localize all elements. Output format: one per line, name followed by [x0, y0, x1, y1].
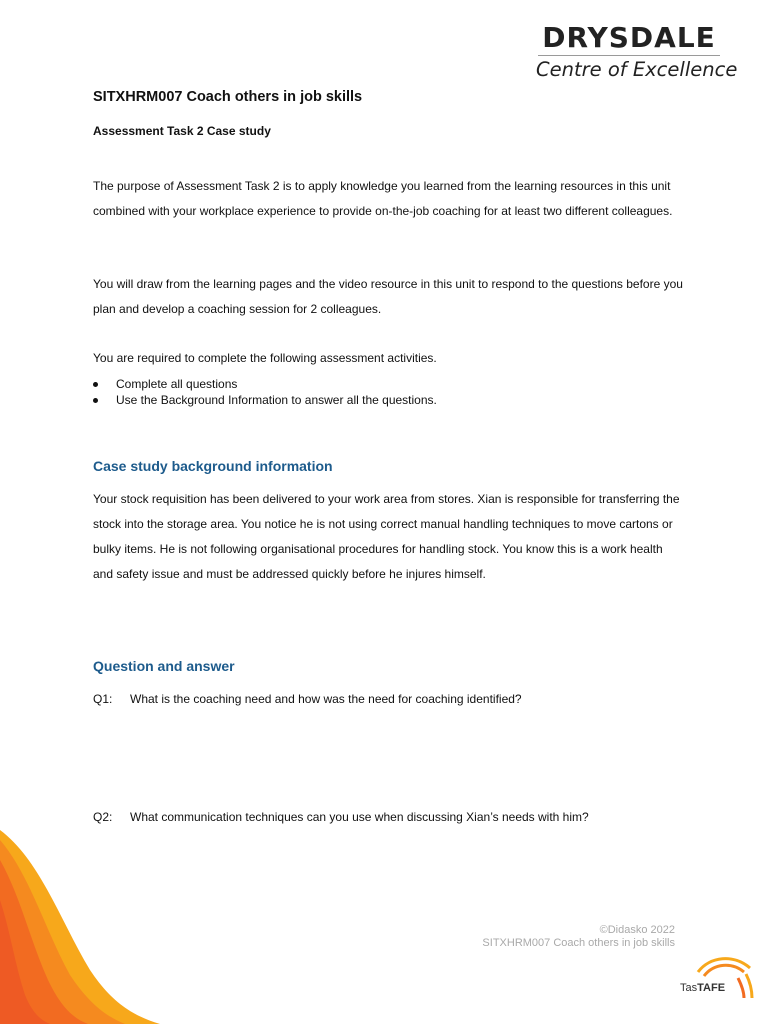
intro-paragraph-2: You will draw from the learning pages and the video resource in this unit to respond to the questions before you plan and develop a coaching session for 2 colleagues.: [93, 277, 683, 316]
drysdale-logo: [536, 21, 738, 81]
tastafe-prefix: Tas: [680, 982, 698, 994]
question-number: Q2:: [93, 810, 113, 824]
case-study-heading: Case study background information: [93, 458, 333, 474]
logo-name: DRYSDALE: [542, 21, 716, 54]
bullet-icon: [93, 398, 98, 403]
logo-divider: [538, 55, 720, 56]
qa-heading: Question and answer: [93, 658, 235, 674]
question-1: [93, 692, 522, 706]
activities-list: [93, 376, 437, 408]
bullet-icon: [93, 382, 98, 387]
case-study-text: Your stock requisition has been delivered to your work area from stores. Xian is responsible for transferring the stock into the storage area. You notice he is not using correct manual handling techniques to move cartons or bulky items. He is not following organisational procedures for handling stock. You know this is a work health and safety issue and must be addressed quickly before he injures himself.: [93, 492, 680, 581]
activity-text: Use the Background Information to answer all the questions.: [116, 393, 437, 407]
question-text: What is the coaching need and how was the need for coaching identified?: [130, 692, 522, 706]
document-title: SITXHRM007 Coach others in job skills: [93, 89, 363, 105]
footer-copyright: ©Didasko 2022: [599, 924, 675, 936]
footer-unit: SITXHRM007 Coach others in job skills: [482, 937, 675, 949]
document-subtitle: Assessment Task 2 Case study: [93, 124, 271, 138]
list-item: [93, 376, 437, 392]
question-2: [93, 810, 589, 824]
logo-tagline: Centre of Excellence: [536, 58, 738, 81]
orange-swoosh-decoration: [0, 830, 160, 1024]
intro-paragraph-1: The purpose of Assessment Task 2 is to apply knowledge you learned from the learning resources in this unit combined with your workplace experience to provide on-the-job coaching for at least two different colleagues.: [93, 179, 673, 218]
question-text: What communication techniques can you use when discussing Xian’s needs with him?: [130, 810, 589, 824]
list-item: [93, 392, 437, 408]
page-footer: [482, 924, 675, 950]
tastafe-logo: [680, 982, 725, 994]
question-number: Q1:: [93, 692, 113, 706]
tastafe-suffix: TAFE: [697, 982, 726, 994]
activity-text: Complete all questions: [116, 377, 238, 391]
intro-paragraph-3: You are required to complete the following assessment activities.: [93, 351, 437, 365]
